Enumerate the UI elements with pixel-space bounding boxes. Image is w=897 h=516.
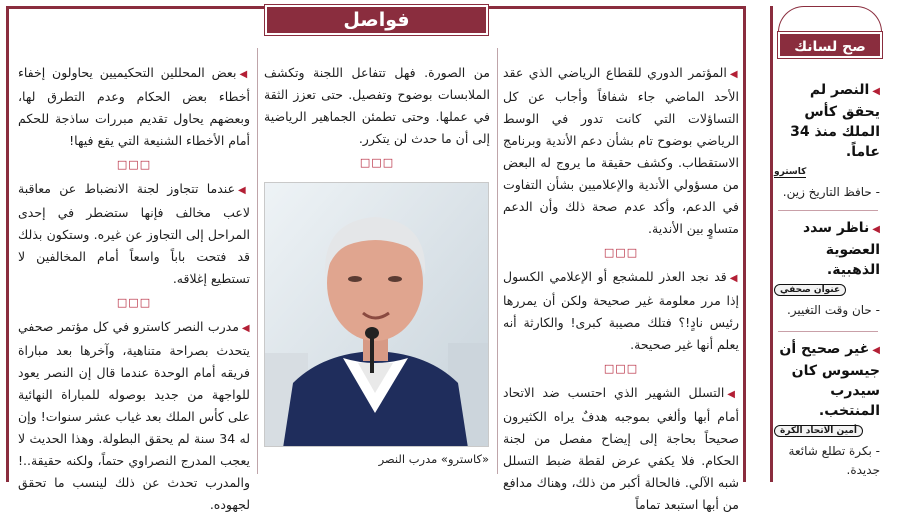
section-title: فواصل [267,7,486,33]
separator: □□□ [116,296,152,309]
sidebar-item [774,339,880,480]
separator: □□□ [359,156,395,169]
sidebar-item-title: ◀النصر لم يحقق كأس الملك منذ 34 عاماً. [790,82,880,160]
sidebar-item-body: - بكرة تطلع شائعة جديدة. [788,444,880,477]
bullet-icon: ◀ [727,389,739,400]
bullet-icon: ◀ [239,69,250,80]
bullet-icon: ◀ [238,185,250,196]
paragraph: ◀مدرب النصر كاسترو في كل مؤتمر صحفي يتحدث بصراحة متناهية، وآخرها بعد مباراة فريقه أمام الوحدة عندما قال إن النصر يعود للواجهة من جديد بوصوله للمباراة النهائية على كأس الملك بعد غياب عشر سنوات! وإن له 34 سنة لم يحقق البطولة. وهذا الحديث لا يعجب المدرج النصراوي حتماً، ولكنه حقيقة..! والمدرب تحدث عن ذلك لينسب ما تحقق لجهوده. [18,319,251,512]
paragraph: ◀المؤتمر الدوري للقطاع الرياضي الذي عقد الأحد الماضي جاء شفافاً وأجاب عن كل التساؤلات التي كانت تدور في الوسط الرياضي بوضوح تام بشأن دعم الأندية وبرنامج الاستقطاب. وكشف حقيقة ما يروج له البعض من مسؤولي الأندية والإعلاميين بشأن التفاوت في الدعم، وأكد عدم صحة ذلك وأن الدعم متساوٍ بين الأندية. [503,65,739,236]
separator: □□□ [116,158,152,171]
sidebar-arch [778,6,882,32]
column-divider [257,48,258,474]
coach-photo [264,182,489,447]
article-column-right [503,62,739,516]
coach-portrait-photo [264,183,488,447]
bullet-icon: ◀ [872,86,880,97]
bullet-icon: ◀ [872,345,880,356]
sidebar-item-title: ◀غير صحيح أن جيسوس كان سيدرب المنتخب. [779,341,880,419]
divider [778,210,878,211]
paragraph: ◀بعض المحللين التحكيميين يحاولون إخفاء أخطاء بعض الحكام وعدم التطرق لها، وبعضهم يحاول تقديم مبررات ساذجة للحكم أمام الأخطاء الشنيعة التي يقع فيها! [18,65,250,148]
paragraph: ◀عندما تتجاوز لجنة الانضباط عن معاقبة لاعب مخالف فإنها ستضطر في إحدى المراحل إلى التجاوز عن غيره. وستكون بذلك قد فتحت باباً واسعاً أمام المخالفين لا تستطيع إغلاقه. [18,181,250,286]
paragraph: من الصورة. فهل تتفاعل اللجنة وتكشف الملابسات بوضوح وتفصيل. حتى تعزز الثقة في عملها. وحتى تطمئن الجماهير الرياضية إلى أن ما حدث لن يتكرر. [264,65,490,146]
paragraph: ◀التسلل الشهير الذي احتسب ضد الاتحاد أمام أبها وألغي بموجبه هدفٌ يراه الكثيرون صحيحاً بحاجة إلى إيضاح مفصل من لجنة الحكام. فلا يكفي عرض لقطة ضبط التسلل شبه الآلي. فالحالة أكبر من ذلك، وهناك مدافع من أبها استبعد تماماً [503,385,739,512]
sidebar-item-body: - حافظ التاريخ زين. [782,185,880,199]
column-divider [497,48,498,474]
divider [778,331,878,332]
bullet-icon: ◀ [729,69,739,80]
bullet-icon: ◀ [729,273,739,284]
article-column-middle [264,62,490,176]
section-title-box [264,4,489,36]
article-column-left [18,62,250,516]
bullet-icon: ◀ [872,224,880,235]
paragraph: ◀قد نجد العذر للمشجع أو الإعلامي الكسول إذا مرر معلومة غير صحيحة ولكن أن يمررها رئيس نادٍ!؟ فتلك مصيبة كبرى! والكارثة أنه يعلم أنها غير صحيحة. [503,269,739,352]
photo-caption: «كاسترو» مدرب النصر [378,452,489,466]
sidebar-item-source: كاسترو [774,167,807,177]
separator: □□□ [603,246,639,259]
sidebar-item [774,218,880,320]
sidebar-item-title: ◀ناظر سدد العضوية الذهبية. [802,220,880,278]
bullet-icon: ◀ [241,323,250,334]
sidebar-header: صح لسانك [778,32,882,58]
sidebar-column [770,6,888,482]
sidebar-item [774,80,880,202]
sidebar-item-source: أمين الاتحاد الكرة [774,424,880,438]
separator: □□□ [603,362,639,375]
sidebar-item-source: عنوان صحفي [774,283,880,297]
sidebar-item-body: - حان وقت التغيير. [786,303,880,317]
